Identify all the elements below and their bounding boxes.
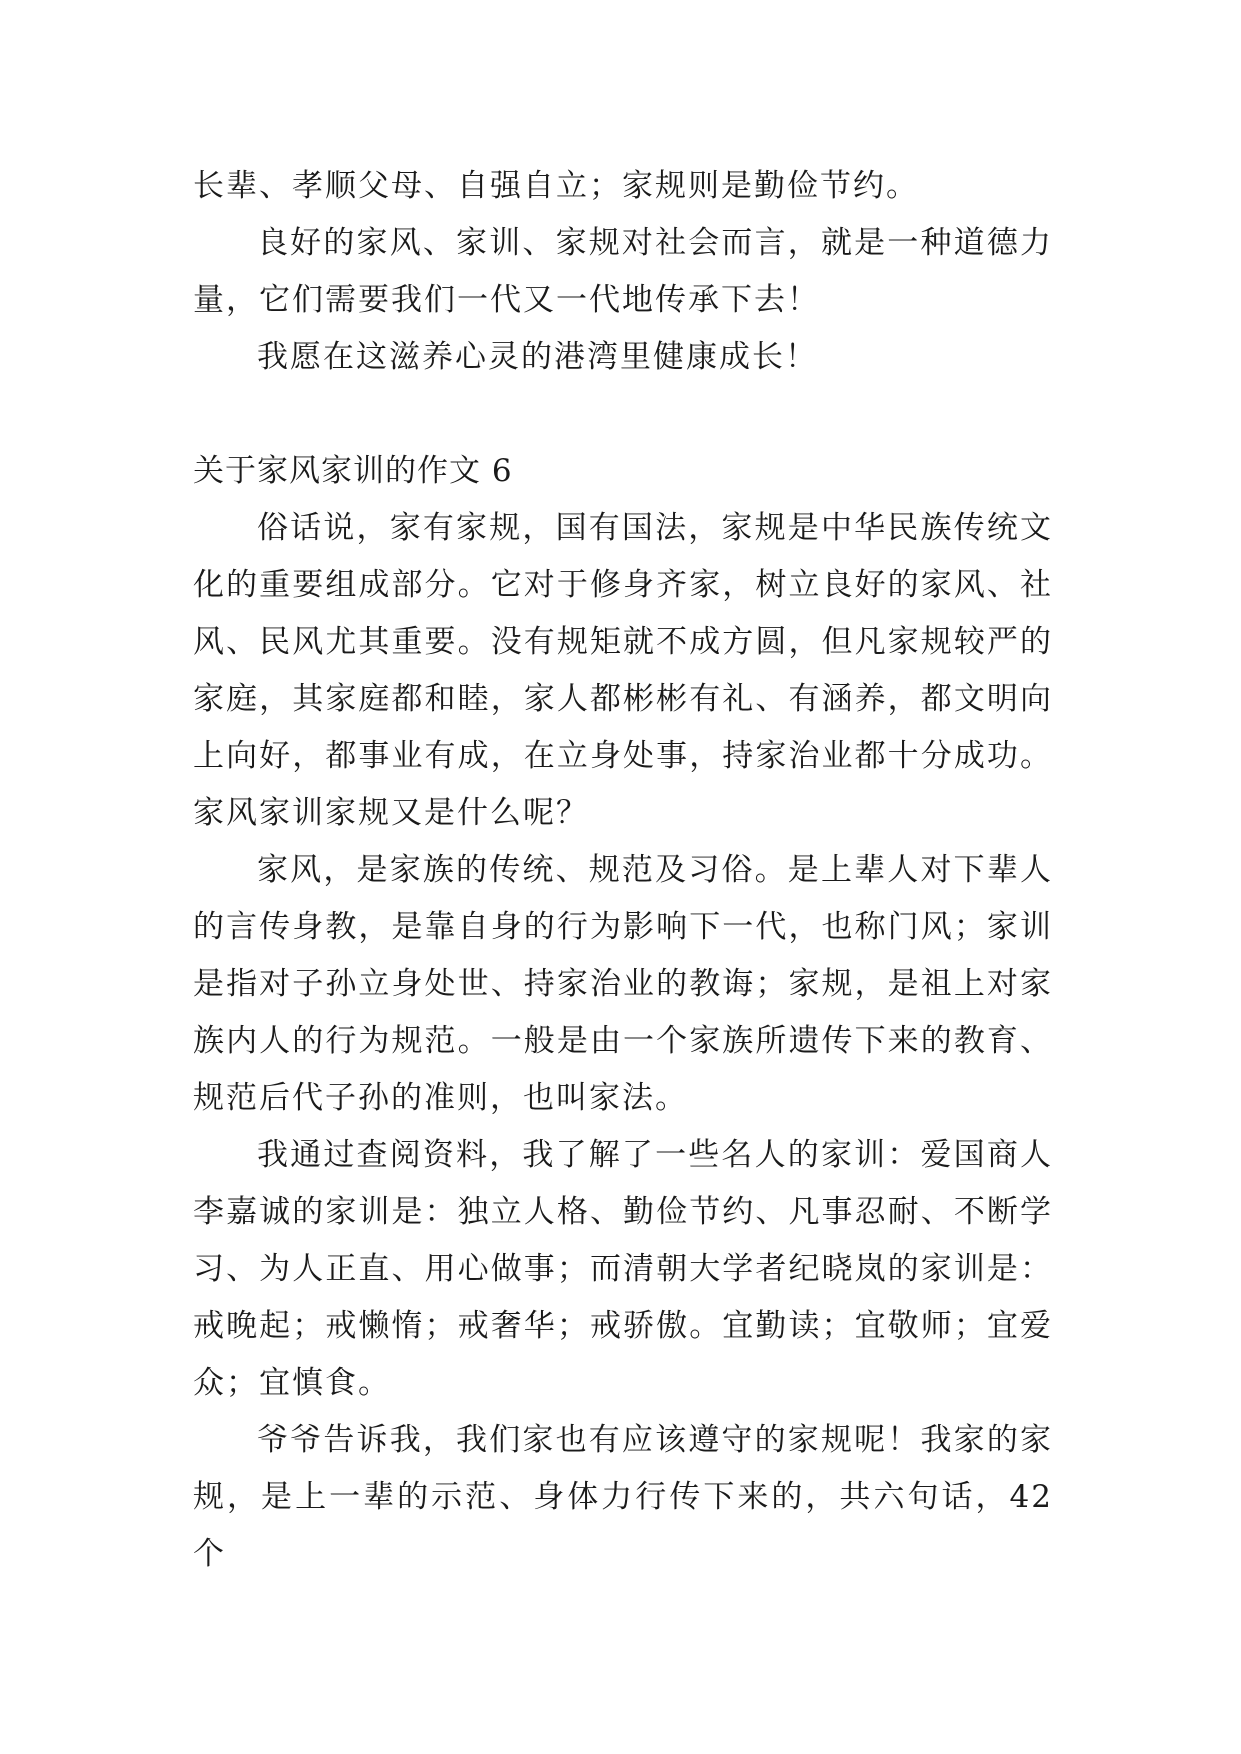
paragraph-line: 俗话说，家有家规，国有国法，家规是中华民族传统文 — [257, 510, 1053, 546]
section-gap — [193, 386, 1053, 443]
paragraph-line: 家风家训家规又是什么呢？ — [193, 795, 589, 831]
paragraph-line: 家风，是家族的传统、规范及习俗。是上辈人对下辈人 — [257, 852, 1053, 888]
paragraph-line: 我愿在这滋养心灵的港湾里健康成长！ — [257, 339, 818, 375]
paragraph-line: 爷爷告诉我，我们家也有应该遵守的家规呢！我家的家 — [257, 1422, 1053, 1458]
paragraph-line: 戒晚起；戒懒惰；戒奢华；戒骄傲。宜勤读；宜敬师；宜爱 — [193, 1308, 1053, 1344]
paragraph-line: 众；宜慎食。 — [193, 1365, 391, 1401]
paragraph-line: 的言传身教，是靠自身的行为影响下一代，也称门风；家训 — [193, 909, 1053, 945]
document-body — [193, 158, 1053, 1572]
paragraph-line: 量，它们需要我们一代又一代地传承下去！ — [193, 282, 820, 318]
paragraph-line: 化的重要组成部分。它对于修身齐家，树立良好的家风、社 — [193, 567, 1053, 603]
section-heading: 关于家风家训的作文 6 — [193, 453, 513, 489]
paragraph-line: 上向好，都事业有成，在立身处事，持家治业都十分成功。 — [193, 738, 1053, 774]
paragraph-line: 风、民风尤其重要。没有规矩就不成方圆，但凡家规较严的 — [193, 624, 1053, 660]
paragraph-line: 族内人的行为规范。一般是由一个家族所遗传下来的教育、 — [193, 1023, 1053, 1059]
paragraph-line: 习、为人正直、用心做事；而清朝大学者纪晓岚的家训是： — [193, 1251, 1053, 1287]
paragraph-line: 规范后代子孙的准则，也叫家法。 — [193, 1080, 688, 1116]
paragraph-line: 良好的家风、家训、家规对社会而言，就是一种道德力 — [257, 225, 1053, 261]
paragraph-line: 我通过查阅资料，我了解了一些名人的家训：爱国商人 — [257, 1137, 1053, 1173]
paragraph-line: 是指对子孙立身处世、持家治业的教诲；家规，是祖上对家 — [193, 966, 1053, 1002]
paragraph-line: 李嘉诚的家训是：独立人格、勤俭节约、凡事忍耐、不断学 — [193, 1194, 1053, 1230]
paragraph-line: 规，是上一辈的示范、身体力行传下来的，共六句话，42 个 — [193, 1479, 1053, 1572]
paragraph-line: 长辈、孝顺父母、自强自立；家规则是勤俭节约。 — [193, 168, 919, 204]
paragraph-line: 家庭，其家庭都和睦，家人都彬彬有礼、有涵养，都文明向 — [193, 681, 1053, 717]
